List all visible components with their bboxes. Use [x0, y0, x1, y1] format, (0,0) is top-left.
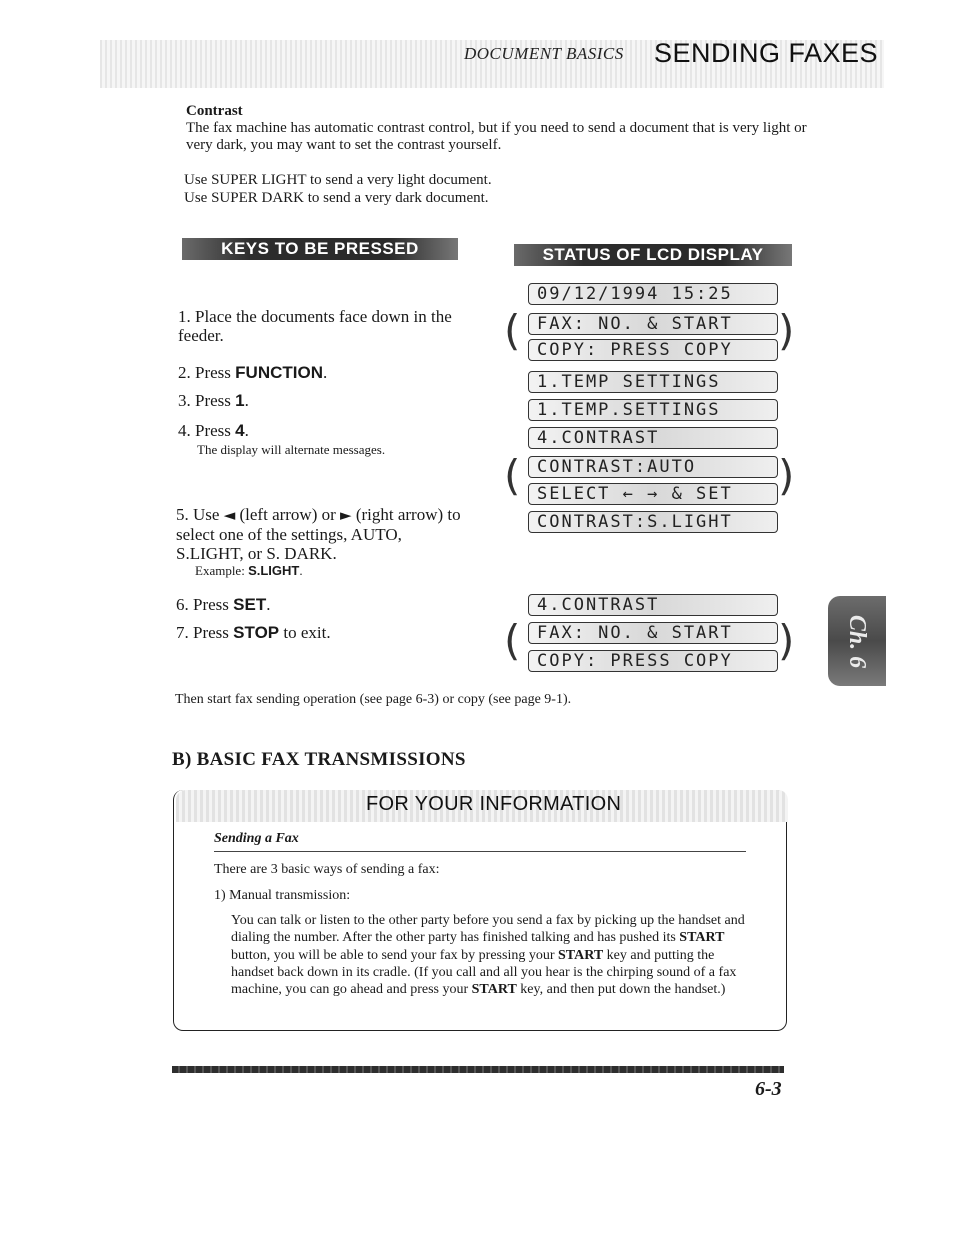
alternate-bracket-left-icon: (: [504, 306, 521, 355]
step-5-example: [195, 563, 303, 578]
chapter-tab: [828, 596, 886, 686]
step-2-key: FUNCTION: [235, 363, 323, 382]
lcd-temp-settings-2: 1.TEMP.SETTINGS: [528, 399, 778, 421]
info-line-manual: 1) Manual transmission:: [214, 888, 351, 903]
step-6-prefix: 6. Press: [176, 595, 234, 614]
left-arrow-key-icon: ◄: [223, 506, 236, 524]
lcd-copy-press: COPY: PRESS COPY: [528, 339, 778, 361]
info-start-keyword: START: [471, 982, 517, 998]
then-start-note: Then start fax sending operation (see page 6-3) or copy (see page 9-1).: [175, 692, 572, 707]
alternate-bracket-right-icon: ): [778, 451, 795, 500]
step-3-key: 1: [235, 391, 245, 410]
lcd-fax-start: FAX: NO. & START: [528, 313, 778, 335]
keys-header: KEYS TO BE PRESSED: [182, 238, 458, 260]
step-7-key: STOP: [233, 623, 280, 642]
lcd-contrast-menu: 4.CONTRAST: [528, 427, 778, 449]
step-3-prefix: 3. Press: [178, 391, 236, 410]
lcd-contrast-auto: CONTRAST:AUTO: [528, 456, 778, 478]
page-number: 6-3: [755, 1078, 782, 1100]
info-subtitle: Sending a Fax: [214, 831, 299, 846]
footer-rule: [172, 1066, 784, 1073]
step-4-note: The display will alternate messages.: [197, 442, 386, 457]
lcd-select-set: SELECT ← → & SET: [528, 483, 778, 505]
info-para-part-1: You can talk or listen to the other party before you send a fax by picking up the handset and dialing the number. After the other party has finished talking and has pushed its: [231, 913, 745, 946]
step-2-prefix: 2. Press: [178, 363, 236, 382]
info-para-part-2: button, you will be able to send your fax by pressing your: [231, 947, 559, 963]
lcd-fax-start-2: FAX: NO. & START: [528, 622, 778, 644]
step-6: [176, 595, 270, 614]
contrast-line-light: Use SUPER LIGHT to send a very light document.: [184, 172, 492, 188]
lcd-temp-settings: 1.TEMP SETTINGS: [528, 371, 778, 393]
step-5-example-suffix: .: [299, 563, 303, 578]
header-subtitle: DOCUMENT BASICS: [464, 44, 624, 63]
info-divider: [214, 851, 746, 852]
step-5: [176, 505, 466, 563]
step-7: [176, 623, 331, 642]
step-4: [178, 421, 249, 440]
step-5-text-c: (right arrow) to select one of the settings, AUTO, S.LIGHT, or S. DARK.: [176, 505, 461, 563]
chapter-tab-label: Ch. 6: [844, 614, 871, 668]
info-line-ways: There are 3 basic ways of sending a fax:: [214, 862, 440, 877]
step-4-key: 4: [235, 421, 245, 440]
contrast-heading: Contrast: [186, 103, 243, 119]
contrast-paragraph: The fax machine has automatic contrast control, but if you need to send a document that is very light or very dark, you may want to set the contrast yourself.: [186, 120, 807, 153]
step-4-prefix: 4. Press: [178, 421, 236, 440]
step-1: 1. Place the documents face down in the feeder.: [178, 307, 452, 345]
step-2: [178, 363, 327, 382]
step-3-suffix: .: [244, 391, 249, 410]
step-5-example-prefix: Example:: [195, 563, 249, 578]
alternate-bracket-left-icon: (: [504, 451, 521, 500]
step-4-suffix: .: [244, 421, 249, 440]
right-arrow-key-icon: ►: [340, 506, 352, 524]
info-title: FOR YOUR INFORMATION: [366, 793, 622, 815]
step-6-suffix: .: [266, 595, 271, 614]
step-7-suffix: to exit.: [279, 623, 331, 642]
step-6-key: SET: [233, 595, 267, 614]
info-para-part-4: key, and then put down the handset.): [516, 982, 726, 998]
alternate-bracket-right-icon: ): [778, 306, 795, 355]
alternate-bracket-right-icon: ): [778, 616, 795, 665]
section-heading-basic-fax: B) BASIC FAX TRANSMISSIONS: [172, 749, 466, 770]
info-start-keyword: START: [679, 930, 725, 946]
step-5-example-value: S.LIGHT: [248, 563, 300, 578]
lcd-header: STATUS OF LCD DISPLAY: [514, 244, 792, 266]
lcd-copy-press-2: COPY: PRESS COPY: [528, 650, 778, 672]
info-paragraph: [231, 912, 747, 998]
step-3: [178, 391, 249, 410]
step-7-prefix: 7. Press: [176, 623, 234, 642]
contrast-line-dark: Use SUPER DARK to send a very dark document.: [184, 190, 489, 206]
lcd-date-time: 09/12/1994 15:25: [528, 283, 778, 305]
step-5-text-a: 5. Use: [176, 505, 224, 524]
lcd-contrast-menu-2: 4.CONTRAST: [528, 594, 778, 616]
info-start-keyword: START: [558, 947, 604, 963]
alternate-bracket-left-icon: (: [504, 616, 521, 665]
step-5-text-b: (left arrow) or: [235, 505, 341, 524]
info-para-part-3: key and putting the handset back down in its cradle. (If you call and all you hear is the chirping sound of a fax machine, you can go ahead and press your: [231, 947, 737, 998]
step-2-suffix: .: [322, 363, 328, 382]
header-title: SENDING FAXES: [654, 38, 879, 68]
lcd-contrast-slight: CONTRAST:S.LIGHT: [528, 511, 778, 533]
